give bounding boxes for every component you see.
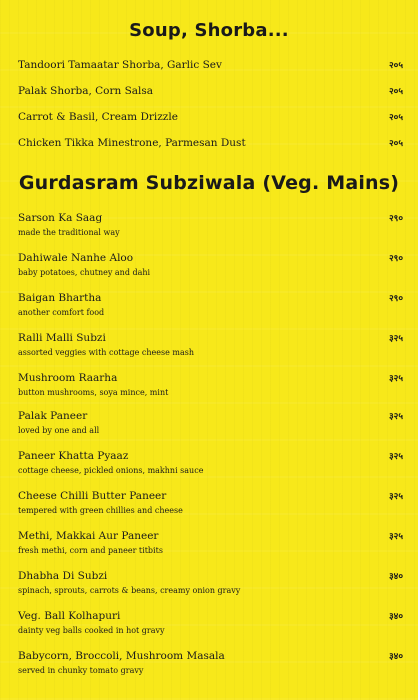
menu-item xyxy=(18,489,403,516)
item-name: Babycorn, Broccoli, Mushroom Masala xyxy=(18,650,225,662)
item-price: २०५ xyxy=(388,113,403,123)
item-price: ३२५ xyxy=(388,334,403,344)
item-name: Carrot & Basil, Cream Drizzle xyxy=(18,111,178,123)
item-price: ३४० xyxy=(388,572,403,582)
item-price: २९० xyxy=(388,214,403,224)
item-name: Palak Shorba, Corn Salsa xyxy=(18,85,154,97)
item-name: Paneer Khatta Pyaaz xyxy=(18,450,129,462)
item-name: Cheese Chilli Butter Paneer xyxy=(18,490,167,502)
item-price: ३२५ xyxy=(388,374,403,384)
item-name: Palak Paneer xyxy=(18,410,88,422)
item-description: loved by one and all xyxy=(18,426,100,435)
item-name: Dhabha Di Subzi xyxy=(18,570,108,582)
menu-item xyxy=(18,409,403,436)
menu-item xyxy=(18,609,403,636)
item-price: ३४० xyxy=(388,612,403,622)
item-description: spinach, sprouts, carrots & beans, creamy onion gravy xyxy=(18,586,241,595)
item-description: assorted veggies with cottage cheese mash xyxy=(18,348,194,357)
item-description: cottage cheese, pickled onions, makhni sauce xyxy=(18,466,204,475)
item-description: tempered with green chillies and cheese xyxy=(18,506,183,515)
menu-item xyxy=(18,291,403,318)
soup-item xyxy=(18,136,403,150)
item-description: dainty veg balls cooked in hot gravy xyxy=(18,626,165,635)
menu-item xyxy=(18,529,403,556)
item-name: Tandoori Tamaatar Shorba, Garlic Sev xyxy=(18,59,222,71)
menu-item xyxy=(18,211,403,238)
item-name: Sarson Ka Saag xyxy=(18,212,103,224)
item-name: Veg. Ball Kolhapuri xyxy=(18,610,121,622)
item-name: Mushroom Raarha xyxy=(18,372,118,384)
menu-item xyxy=(18,331,403,358)
item-price: ३२५ xyxy=(388,532,403,542)
item-price: २९० xyxy=(388,294,403,304)
item-price: ३२५ xyxy=(388,412,403,422)
item-name: Dahiwale Nanhe Aloo xyxy=(18,252,134,264)
soup-item xyxy=(18,84,403,98)
item-name: Chicken Tikka Minestrone, Parmesan Dust xyxy=(18,137,246,149)
menu-item xyxy=(18,569,403,596)
item-price: ३२५ xyxy=(388,492,403,502)
item-description: fresh methi, corn and paneer titbits xyxy=(18,546,163,555)
item-price: २०५ xyxy=(388,87,403,97)
menu-item xyxy=(18,449,403,476)
mains-section-title: Gurdasram Subziwala (Veg. Mains) xyxy=(18,172,400,194)
item-description: served in chunky tomato gravy xyxy=(18,666,144,675)
menu-item xyxy=(18,371,403,398)
item-description: button mushrooms, soya mince, mint xyxy=(18,388,169,397)
item-price: ३४० xyxy=(388,652,403,662)
item-name: Ralli Malli Subzi xyxy=(18,332,106,344)
soup-item xyxy=(18,110,403,124)
menu-item xyxy=(18,251,403,278)
item-name: Baigan Bhartha xyxy=(18,292,102,304)
soup-item xyxy=(18,58,403,72)
item-price: २९० xyxy=(388,254,403,264)
item-price: २०५ xyxy=(388,61,403,71)
item-price: ३२५ xyxy=(388,452,403,462)
item-price: २०५ xyxy=(388,139,403,149)
item-description: another comfort food xyxy=(18,308,105,317)
soup-section-title: Soup, Shorba... xyxy=(129,20,289,41)
item-name: Methi, Makkai Aur Paneer xyxy=(18,530,159,542)
item-description: made the traditional way xyxy=(18,228,120,237)
item-description: baby potatoes, chutney and dahi xyxy=(18,268,151,277)
menu-item xyxy=(18,649,403,676)
